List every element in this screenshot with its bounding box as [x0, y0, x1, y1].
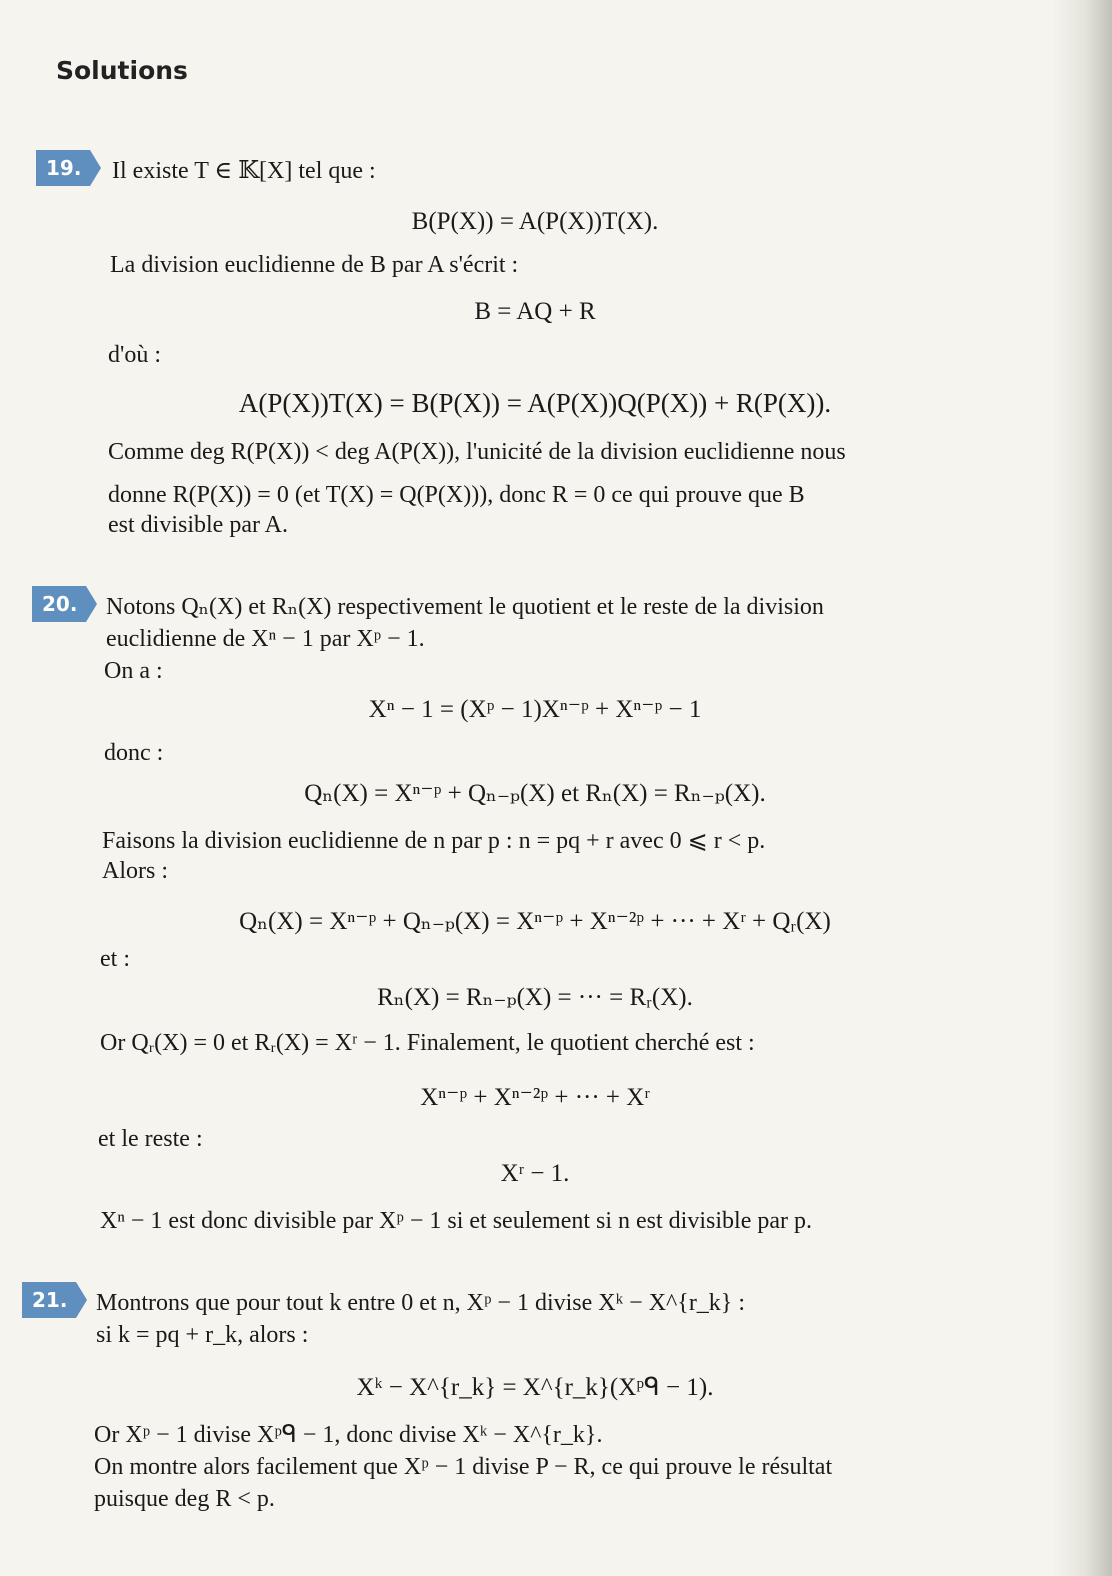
- s19-line-6: est divisible par A.: [108, 512, 288, 538]
- exercise-21-badge: [22, 1282, 87, 1318]
- s21-line-1: Montrons que pour tout k entre 0 et n, Xᵖ − 1 divise Xᵏ − X^{r_k} :: [96, 1290, 745, 1316]
- s19-line-4: Comme deg R(P(X)) < deg A(P(X)), l'unicité de la division euclidienne nous: [108, 439, 846, 465]
- s20-line-7: et :: [100, 946, 130, 972]
- s20-equation-4: Rₙ(X) = Rₙ₋ₚ(X) = ··· = Rᵣ(X).: [377, 984, 693, 1011]
- exercise-19-badge: [36, 150, 101, 186]
- s19-equation-1: B(P(X)) = A(P(X))T(X).: [411, 208, 659, 235]
- s21-line-5: puisque deg R < p.: [94, 1486, 275, 1512]
- s19-line-2: La division euclidienne de B par A s'écrit :: [110, 252, 519, 278]
- s20-equation-6: Xʳ − 1.: [500, 1160, 570, 1187]
- s21-line-3: Or Xᵖ − 1 divise Xᵖᑫ − 1, donc divise Xᵏ − X^{r_k}.: [94, 1422, 603, 1448]
- s21-equation-1: Xᵏ − X^{r_k} = X^{r_k}(Xᵖᑫ − 1).: [356, 1374, 714, 1401]
- s20-line-3: On a :: [104, 658, 163, 684]
- s20-line-5: Faisons la division euclidienne de n par p : n = pq + r avec 0 ⩽ r < p.: [102, 828, 766, 854]
- s21-line-4: On montre alors facilement que Xᵖ − 1 divise P − R, ce qui prouve le résultat: [94, 1454, 833, 1480]
- s20-line-6: Alors :: [102, 858, 168, 884]
- s20-line-1: Notons Qₙ(X) et Rₙ(X) respectivement le quotient et le reste de la division: [106, 594, 824, 620]
- badge-arrow-icon: [76, 1282, 87, 1318]
- page-header: Solutions: [56, 56, 188, 85]
- s19-equation-2: B = AQ + R: [474, 298, 596, 325]
- badge-arrow-icon: [86, 586, 97, 622]
- badge-arrow-icon: [90, 150, 101, 186]
- s20-equation-3: Qₙ(X) = Xⁿ⁻ᵖ + Qₙ₋ₚ(X) = Xⁿ⁻ᵖ + Xⁿ⁻²ᵖ + ··· + Xʳ + Qᵣ(X): [239, 908, 831, 935]
- s20-equation-1: Xⁿ − 1 = (Xᵖ − 1)Xⁿ⁻ᵖ + Xⁿ⁻ᵖ − 1: [368, 696, 702, 723]
- s20-line-4: donc :: [104, 740, 164, 766]
- s19-line-3: d'où :: [108, 342, 161, 368]
- s20-equation-2: Qₙ(X) = Xⁿ⁻ᵖ + Qₙ₋ₚ(X) et Rₙ(X) = Rₙ₋ₚ(X).: [304, 780, 766, 807]
- exercise-21-number: 21.: [22, 1282, 76, 1318]
- s19-line-1: Il existe T ∈ 𝕂[X] tel que :: [112, 158, 376, 184]
- s20-line-8: Or Qᵣ(X) = 0 et Rᵣ(X) = Xʳ − 1. Finalement, le quotient cherché est :: [100, 1030, 755, 1056]
- exercise-20-badge: [32, 586, 97, 622]
- s20-line-9: et le reste :: [98, 1126, 203, 1152]
- s19-equation-3: A(P(X))T(X) = B(P(X)) = A(P(X))Q(P(X)) + R(P(X)).: [238, 388, 832, 418]
- s20-line-2: euclidienne de Xⁿ − 1 par Xᵖ − 1.: [106, 626, 425, 652]
- exercise-20-number: 20.: [32, 586, 86, 622]
- s20-equation-5: Xⁿ⁻ᵖ + Xⁿ⁻²ᵖ + ··· + Xʳ: [420, 1084, 650, 1111]
- s20-line-10: Xⁿ − 1 est donc divisible par Xᵖ − 1 si et seulement si n est divisible par p.: [100, 1208, 812, 1234]
- exercise-19-number: 19.: [36, 150, 90, 186]
- s19-line-5: donne R(P(X)) = 0 (et T(X) = Q(P(X))), donc R = 0 ce qui prouve que B: [108, 482, 805, 508]
- s21-line-2: si k = pq + r_k, alors :: [96, 1322, 309, 1348]
